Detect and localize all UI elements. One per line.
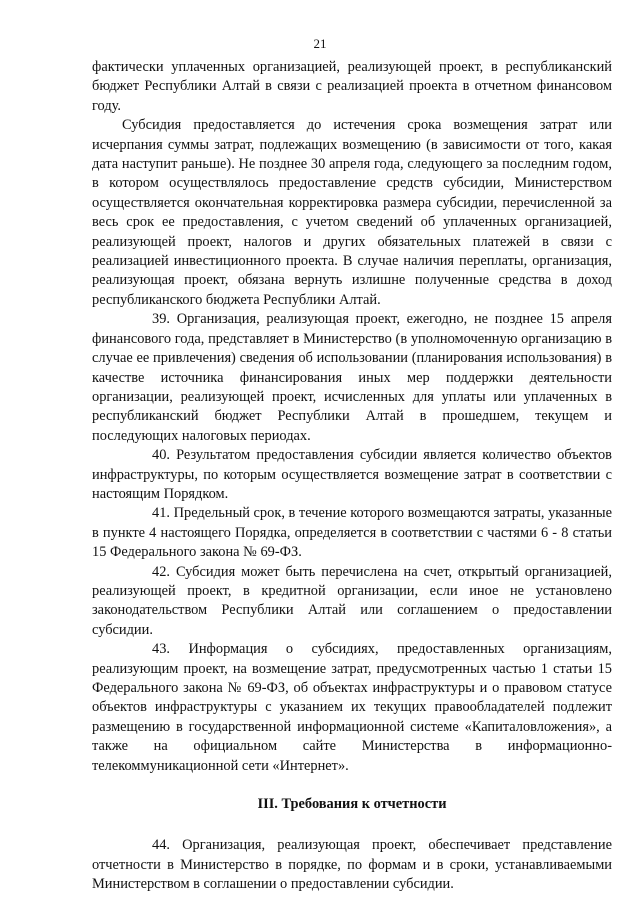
paragraph-43 [92, 640, 612, 776]
section-heading: III. Требования к отчетности [257, 796, 447, 813]
paragraph-number: 39. [152, 311, 170, 328]
paragraph-number: 40. [152, 447, 170, 464]
page-number: 21 [313, 36, 327, 51]
paragraph-text: Предельный срок, в течение которого возмещаются затраты, указанные в пункте 4 настоящего Порядка, определяется в соответствии с частями 6 - 8 статьи 15 Федерального закона № 69-ФЗ. [92, 505, 612, 561]
paragraph-text: Организация, реализующая проект, обеспечивает представление отчетности в Министерство в порядке, по формам и в сроки, устанавливаемыми Министерством в соглашении о предоставлении субсидии. [92, 837, 612, 893]
document-body [92, 58, 612, 895]
paragraph-text: фактически уплаченных организацией, реализующей проект, в республиканский бюджет Республики Алтай в связи с реализацией проекта в отчетном финансовом году. [92, 59, 612, 114]
paragraph-text: Субсидия может быть перечислена на счет, открытый организацией, реализующей проект, в кредитной организации, если иное не установлено законодательством Республики Алтай или соглашением о предоставлении субсидии. [92, 563, 612, 638]
paragraph-number: 44. [152, 837, 170, 854]
paragraph-number: 41. [152, 505, 170, 522]
paragraph-39 [92, 310, 612, 446]
paragraph-44 [92, 836, 612, 894]
paragraph-41 [92, 504, 612, 562]
paragraph-text: Информация о субсидиях, предоставленных организациям, реализующим проект, на возмещение затрат, предусмотренных частью 1 статьи 15 Федерального закона № 69-ФЗ, об объектах инфраструктуры и о правовом статусе объектов инфраструктуры с указанием их текущих правообладателей подлежит размещению в государственной информационной системе «Капиталовложения», а также на официальном сайте Министерства в информационно-телекоммуникационной сети «Интернет». [92, 641, 612, 774]
paragraph-42 [92, 563, 612, 641]
paragraph-text: Организация, реализующая проект, ежегодно, не позднее 15 апреля финансового года, представляет в Министерство (в уполномоченную организацию в случае ее привлечения) сведения об использовании (планирования использования) в качестве источника финансирования иных мер поддержки деятельности организации, реализующей проект, исчисленных для уплаты или уплаченных в республиканский бюджет Республики Алтай в прошедшем, текущем и последующих налоговых периодах. [92, 311, 612, 444]
paragraph-continuation [92, 58, 612, 116]
paragraph-text: Субсидия предоставляется до истечения срока возмещения затрат или исчерпания суммы затрат, подлежащих возмещению (в зависимости от того, какая дата наступит раньше). Не позднее 30 апреля года, следующего за последним годом, в котором осуществлялось предоставление средств субсидии, Министерством осуществляется окончательная корректировка размера субсидии, перечисленной за весь срок ее предоставления, с учетом сведений об уплаченных организацией, реализующей проект, налогов и других обязательных платежей в связи с реализацией инвестиционного проекта. В случае наличия переплаты, организация, реализующая проект, обязана вернуть излишне полученные средства в доход республиканского бюджета Республики Алтай. [92, 117, 612, 308]
paragraph-number: 43. [152, 641, 170, 658]
paragraph-number: 42. [152, 563, 170, 580]
paragraph-text: Результатом предоставления субсидии является количество объектов инфраструктуры, по которым осуществляется возмещение затрат в соответствии с настоящим Порядком. [92, 447, 612, 502]
paragraph-subsidy-term [92, 116, 612, 310]
paragraph-40 [92, 446, 612, 504]
